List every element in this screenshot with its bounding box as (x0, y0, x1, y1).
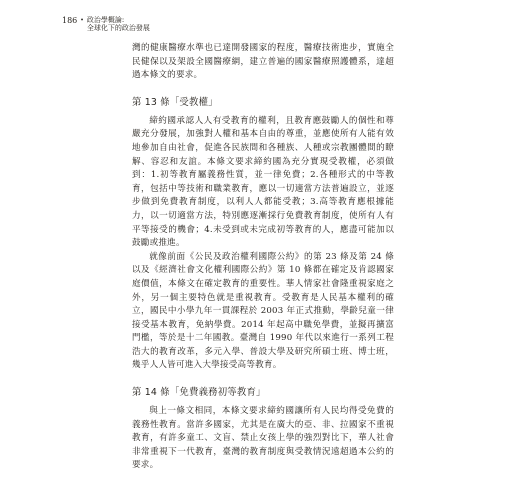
running-head (62, 16, 150, 32)
article-13-paragraph-1: 締約國承認人人有受教育的權利，且教育應鼓勵人的個性和尊嚴充分發展，加強對人權和基本自由的尊重，並應使所有人能有效地參加自由社會，促進各民族間和各種族、人種或宗教團體間的瞭解、容忍和友誼。本條文要求締約國為充分實現受教權，必須做到：1.初等教育屬義務性質，並一律免費；2.各種形式的中等教育，包括中等技術和職業教育，應以一切適當方法普遍設立，並逐步做到免費教育制度，以利人人都能受教；3.高等教育應根據能力，以一切適當方法，特別應逐漸採行免費教育制度，使所有人有平等接受的機會；4.未受到或未完成初等教育的人，應盡可能加以鼓勵或推進。 (132, 115, 394, 249)
paragraph-continued: 灣的健康醫療水準也已達開發國家的程度，醫療技術進步，實施全民健保以及架設全國醫療網，建立普遍的國家醫療照護體系，達超過本條文的要求。 (132, 43, 394, 81)
article-13-heading: 第 13 條「受教權」 (132, 96, 218, 108)
bullet-separator: • (80, 17, 84, 24)
book-subtitle: 全球化下的政治發展 (86, 24, 150, 32)
article-13-paragraph-2: 就像前面《公民及政治權利國際公約》的第 23 條及第 24 條以及《經濟社會文化權利國際公約》第 10 條都在確定及肯認國家庭價值，本條文在確定教育的重要性。華人情家社會隆重視家庭之外，另一個主要特色就是重視教育。受教育是人民基本權利的確立，國民中小學九年一貫課程於 2003 年正式推動，學齡兒童一律接受基本教育，免納學費。2014 年起高中職免學費，並擬再擴富門檻，等於是十二年國教。臺灣自 1990 年代以來進行一系列工程浩大的教育改革，多元入學、普設大學及研究所碩士班、博士班，幾乎人人皆可進入大學接受高等教育。 (132, 251, 394, 371)
body-text (132, 42, 394, 473)
article-14-heading: 第 14 條「免費義務初等教育」 (132, 387, 266, 399)
running-head-titles (87, 16, 150, 32)
book-title: 政治學概論: (86, 16, 125, 24)
page-number: 186 (62, 16, 78, 25)
article-14-paragraph-1: 與上一條文相同，本條文要求締約國讓所有人民均得受免費的義務性教育。當許多國家，尤其是在廣大的亞、非、拉國家不重視教育，有許多童工、文盲、禁止女孩上學的強烈對比下，華人社會非常重視下一代教育，臺灣的教育制度與受教情況遠超過本公約的要求。 (132, 406, 394, 471)
